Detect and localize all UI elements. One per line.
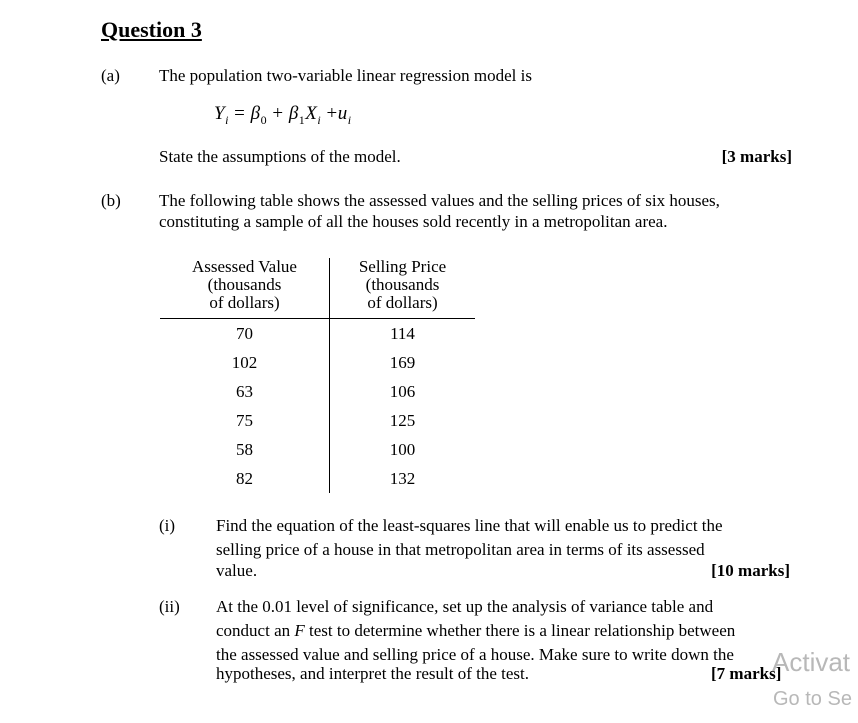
part-a-intro: The population two-variable linear regression model is bbox=[159, 66, 532, 85]
eq-u-sub: i bbox=[347, 112, 352, 127]
assessed-value-cell: 58 bbox=[236, 439, 253, 459]
table-header-row bbox=[160, 258, 475, 319]
eq-equals: = bbox=[228, 103, 251, 124]
eq-plus-1: + bbox=[267, 103, 289, 124]
col-assessed-value-header bbox=[160, 258, 330, 319]
sub-ii-label: (ii) bbox=[159, 597, 180, 616]
sub-i-marks: [10 marks] bbox=[711, 561, 790, 580]
eq-x-sub: i bbox=[317, 112, 322, 127]
sub-i-line-1: Find the equation of the least-squares line that will enable us to predict the bbox=[216, 516, 723, 535]
eq-beta1: β bbox=[288, 103, 299, 124]
eq-x: X bbox=[305, 103, 318, 124]
eq-beta0-sub: 0 bbox=[260, 112, 268, 127]
part-b-label: (b) bbox=[101, 191, 121, 210]
header-line: of dollars) bbox=[209, 293, 280, 312]
sub-ii-line-4: hypotheses, and interpret the result of the test. bbox=[216, 664, 529, 683]
activation-watermark-line-1: Activat bbox=[772, 647, 851, 677]
header-line: (thousands bbox=[365, 275, 440, 294]
assessed-value-cell: 82 bbox=[236, 468, 253, 488]
sub-i-text bbox=[216, 516, 792, 560]
header-line: Selling Price bbox=[358, 257, 447, 276]
sub-ii-line-1: At the 0.01 level of significance, set up the analysis of variance table and bbox=[216, 597, 714, 616]
eq-u: u bbox=[337, 103, 348, 124]
header-line: Assessed Value bbox=[192, 257, 297, 276]
question-title: Question 3 bbox=[101, 17, 202, 42]
selling-price-cell: 132 bbox=[330, 464, 476, 493]
activation-watermark-line-2: Go to Se bbox=[773, 688, 852, 710]
sub-i-label: (i) bbox=[159, 516, 176, 535]
sub-ii-line-2-post: test to determine whether there is a linear relationship between bbox=[304, 621, 736, 640]
assessed-value-cell: 63 bbox=[236, 381, 253, 401]
eq-beta1-sub: 1 bbox=[298, 112, 306, 127]
sub-i-line-2: selling price of a house in that metropolitan area in terms of its assessed bbox=[216, 540, 705, 559]
sub-ii-line-3: the assessed value and selling price of a house. Make sure to write down the bbox=[216, 645, 734, 664]
selling-price-cell: 169 bbox=[330, 348, 476, 377]
eq-plus-2: + bbox=[321, 103, 338, 124]
header-line: (thousands bbox=[207, 275, 282, 294]
part-a-label: (a) bbox=[101, 66, 120, 85]
selling-price-cell: 114 bbox=[330, 319, 476, 349]
selling-price-cell: 125 bbox=[330, 406, 476, 435]
assessed-value-cell: 70 bbox=[236, 323, 253, 343]
part-a-marks: [3 marks] bbox=[721, 147, 792, 166]
table-row bbox=[160, 319, 475, 349]
eq-y: Y bbox=[214, 103, 226, 124]
sub-ii-text bbox=[216, 597, 792, 665]
selling-price-cell: 106 bbox=[330, 377, 476, 406]
eq-y-sub: i bbox=[225, 112, 229, 127]
part-b-intro-line-1: The following table shows the assessed values and the selling prices of six houses, bbox=[159, 191, 720, 210]
table-row bbox=[160, 406, 475, 435]
table-row bbox=[160, 464, 475, 493]
selling-price-cell: 100 bbox=[330, 435, 476, 464]
regression-equation bbox=[214, 103, 352, 128]
sub-ii-f: F bbox=[294, 621, 305, 640]
sub-ii-line-2 bbox=[216, 621, 792, 641]
table-row bbox=[160, 435, 475, 464]
sub-ii-marks: [7 marks] bbox=[711, 664, 782, 683]
eq-beta0: β bbox=[250, 103, 261, 124]
assessed-value-cell: 75 bbox=[236, 410, 253, 430]
sub-i-line-3: value. bbox=[216, 561, 258, 580]
header-line: of dollars) bbox=[367, 293, 438, 312]
part-b-intro-line-2: constituting a sample of all the houses sold recently in a metropolitan area. bbox=[159, 212, 668, 231]
assessed-value-cell: 102 bbox=[231, 352, 258, 372]
house-price-table bbox=[160, 258, 475, 493]
col-selling-price-header bbox=[330, 258, 476, 319]
table-row bbox=[160, 348, 475, 377]
sub-ii-line-2-pre: conduct an bbox=[216, 621, 295, 640]
table-row bbox=[160, 377, 475, 406]
part-a-task: State the assumptions of the model. bbox=[159, 147, 401, 166]
